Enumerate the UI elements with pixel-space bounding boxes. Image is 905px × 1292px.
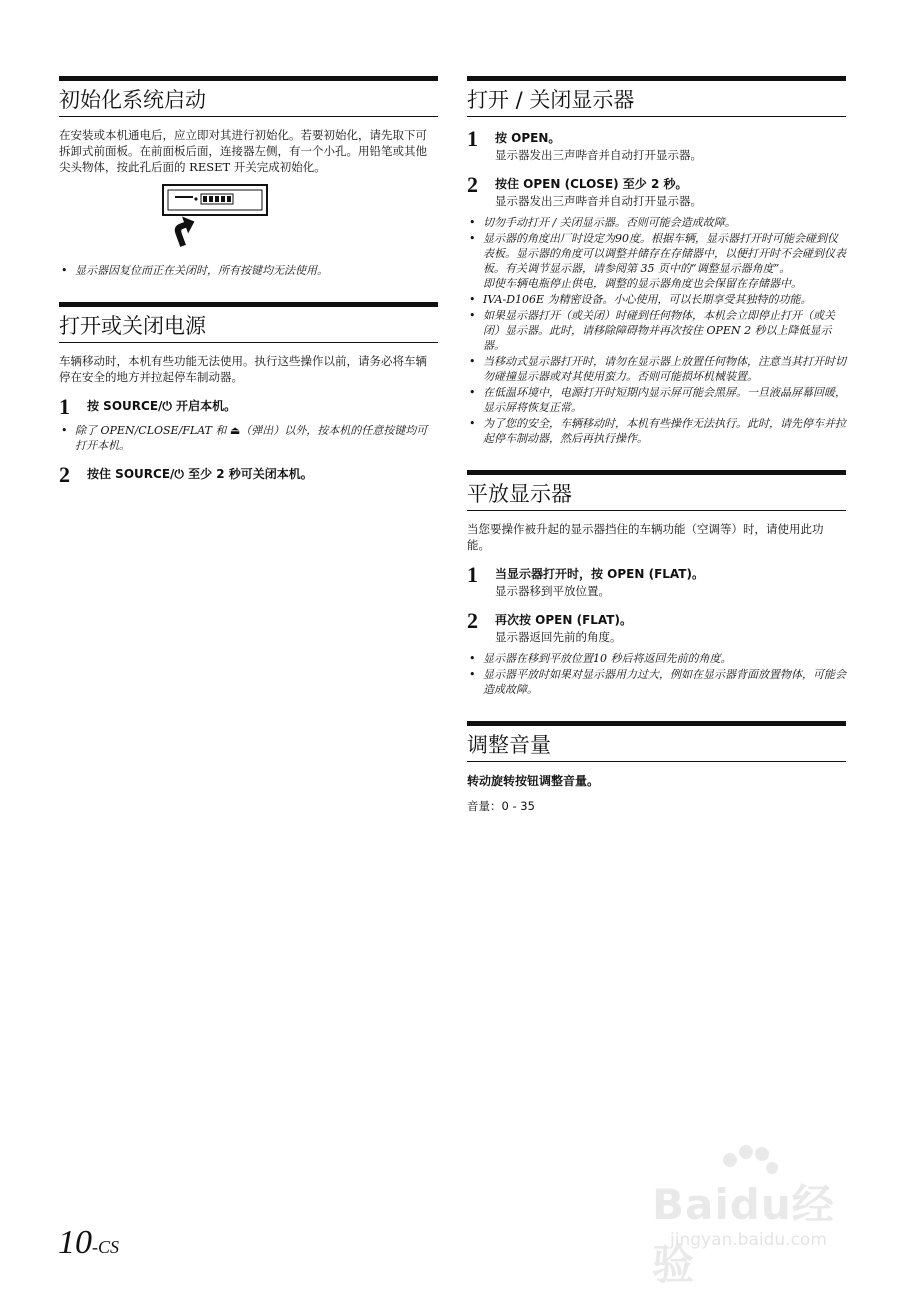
watermark-logo: Baidu经验	[652, 1180, 835, 1289]
section-title: 调整音量	[467, 721, 846, 762]
step-number: 1	[467, 562, 478, 587]
section-body: 车辆移动时，本机有些功能无法使用。执行这些操作以前，请务必将车辆停在安全的地方并拉起停车制动器。	[59, 354, 427, 384]
note-item: • 显示器在移到平放位置10 秒后将返回先前的角度。	[467, 651, 846, 666]
section-volume	[467, 721, 846, 814]
step-description: 显示器发出三声哔音并自动打开显示器。	[495, 148, 702, 162]
step-1	[59, 394, 438, 419]
step-1	[467, 562, 846, 599]
volume-instruction: 转动旋转按钮调整音量。	[467, 774, 600, 788]
step-description: 显示器返回先前的角度。	[495, 630, 622, 644]
left-column	[59, 76, 438, 509]
step-description: 显示器移到平放位置。	[495, 584, 610, 598]
section-title: 平放显示器	[467, 470, 846, 511]
section-body: 在安装或本机通电后，应立即对其进行初始化。若要初始化，请先取下可拆卸式前面板。在前面板后面，连接器左侧，有一个小孔。用铅笔或其他尖头物体，按此孔后面的 RESET 开关完成初始化。	[59, 128, 427, 174]
section-title: 初始化系统启动	[59, 76, 438, 117]
step-number: 2	[467, 172, 478, 197]
step-2	[467, 172, 846, 209]
page-number-suffix: -CS	[92, 1237, 119, 1257]
step-title: 按住 OPEN (CLOSE) 至少 2 秒。	[495, 177, 688, 191]
section-title: 打开或关闭电源	[59, 302, 438, 343]
notes-list	[467, 651, 846, 697]
section-init	[59, 76, 438, 278]
step-2	[467, 608, 846, 645]
step-1	[467, 126, 846, 163]
section-flat	[467, 470, 846, 697]
note-text: 显示器的角度出厂时设定为90度。根据车辆，显示器打开时可能会碰到仪表板。显示器的角度可以调整并储存在存储器中，以便打开时不会碰到仪表板。有关调节显示器，请参阅第 35 页中的“调整显示器角度”。	[483, 232, 846, 275]
step-2	[59, 462, 438, 487]
reset-illustration	[161, 183, 438, 255]
notes-list	[59, 263, 438, 278]
step-description: 显示器发出三声哔音并自动打开显示器。	[495, 194, 702, 208]
volume-range: 音量：0 - 35	[467, 799, 535, 813]
page-number	[58, 1224, 119, 1262]
step-title: 按 SOURCE/⏻ 开启本机。	[87, 399, 237, 413]
section-title: 打开 / 关闭显示器	[467, 76, 846, 117]
step-title: 当显示器打开时，按 OPEN (FLAT)。	[495, 567, 704, 581]
step-title: 再次按 OPEN (FLAT)。	[495, 613, 632, 627]
note-text-extra: 即使车辆电瓶停止供电，调整的显示器角度也会保留在存储器中。	[483, 277, 802, 290]
page-number-value: 10	[58, 1224, 92, 1261]
note-item: • 除了 OPEN/CLOSE/FLAT 和 ⏏（弹出）以外，按本机的任意按键均可打开本机。	[59, 423, 438, 453]
step-title: 按 OPEN。	[495, 131, 561, 145]
note-item: • 为了您的安全，车辆移动时，本机有些操作无法执行。此时，请先停车并拉起停车制动器，然后再执行操作。	[467, 416, 846, 446]
section-display	[467, 76, 846, 446]
section-power	[59, 302, 438, 485]
step-number: 2	[59, 462, 70, 487]
note-item	[467, 231, 846, 291]
baidu-watermark	[640, 1142, 870, 1289]
note-item: • 如果显示器打开（或关闭）时碰到任何物体，本机会立即停止打开（或关闭）显示器。此时，请移除障碍物并再次按住 OPEN 2 秒以上降低显示器。	[467, 308, 846, 353]
note-item: • 切勿手动打开 / 关闭显示器。否则可能会造成故障。	[467, 215, 846, 230]
note-item: • IVA-D106E 为精密设备。小心使用，可以长期享受其独特的功能。	[467, 292, 846, 307]
step-number: 2	[467, 608, 478, 633]
section-body: 当您要操作被升起的显示器挡住的车辆功能（空调等）时，请使用此功能。	[467, 522, 824, 552]
note-item: • 在低温环境中，电源打开时短期内显示屏可能会黑屏。一旦液晶屏幕回暖，显示屏将恢复正常。	[467, 385, 846, 415]
note-item: • 显示器因复位而正在关闭时，所有按键均无法使用。	[59, 263, 438, 278]
note-item: • 显示器平放时如果对显示器用力过大，例如在显示器背面放置物体，可能会造成故障。	[467, 667, 846, 697]
watermark-url: jingyan.baidu.com	[670, 1230, 827, 1250]
notes-list	[467, 215, 846, 446]
note-item: • 当移动式显示器打开时，请勿在显示器上放置任何物体，注意当其打开时切勿碰撞显示器或对其使用蛮力。否则可能损坏机械装置。	[467, 354, 846, 384]
step-number: 1	[59, 394, 70, 419]
step-number: 1	[467, 126, 478, 151]
notes-list	[59, 423, 438, 453]
faceplate-reset-diagram	[161, 183, 271, 251]
right-column	[467, 76, 846, 838]
step-title: 按住 SOURCE/⏻ 至少 2 秒可关闭本机。	[87, 467, 313, 481]
